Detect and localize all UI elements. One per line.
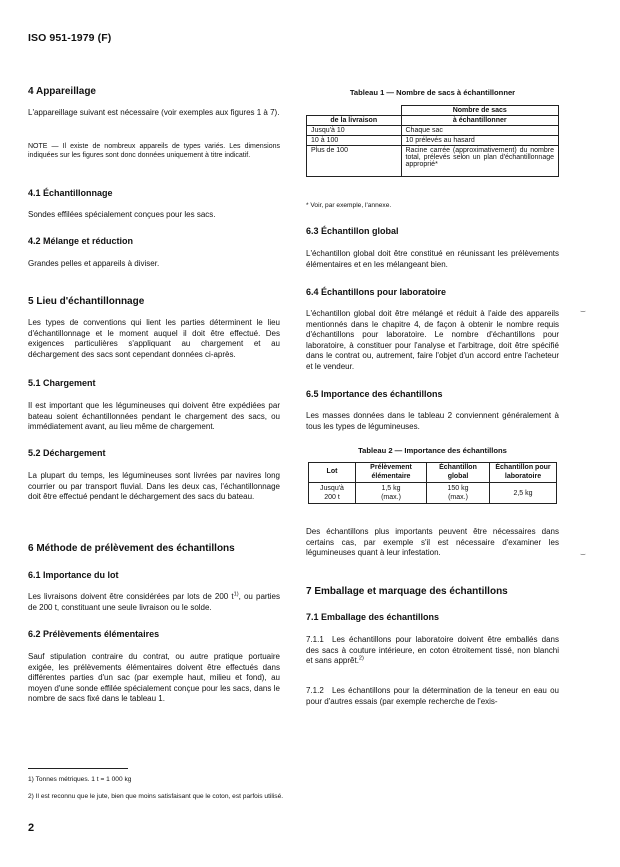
cell-line: Jusqu'à [320,485,344,493]
table-row [309,483,557,504]
paragraph: Les masses données dans le tableau 2 conviennent généralement à tous les types de légumineuses. [306,411,559,431]
section-6-5-title [306,389,559,400]
table-column-header: Échantillon global [427,463,490,483]
cell-line: 200 t [324,494,340,502]
table-cell: 10 à 100 [307,136,402,146]
section-title: 6.5 Importance des échantillons [306,389,443,399]
table-column-header: Échantillon pour laboratoire [490,463,557,483]
paragraph: L'appareillage suivant est nécessaire (voir exemples aux figures 1 à 7). [28,108,280,117]
clause-number: 7.1.2 [306,686,324,695]
table-blank-cell [307,106,402,116]
document-header: ISO 951-1979 (F) [28,32,112,44]
section-title: 4.2 Mélange et réduction [28,236,134,246]
section-title: 7.1 Emballage des échantillons [306,612,440,622]
table-1 [306,105,559,177]
section-6-title [28,543,280,555]
table-row [307,136,559,146]
table-cell: Chaque sac [401,126,559,136]
section-5-2-title [28,448,280,459]
cell-line: 150 kg [447,485,469,493]
table-cell [356,483,427,504]
section-title: 6.2 Prélèvements élémentaires [28,629,160,639]
section-4-body [28,108,280,119]
table-1-caption: Tableau 1 — Nombre de sacs à échantillonner [349,88,516,97]
table-cell [427,483,490,504]
footnote-1: 1) Tonnes métriques. 1 t = 1 000 kg [28,776,132,783]
paragraph: Des échantillons plus importants peuvent être nécessaires dans certains cas, par exemple s'il est nécessaire d'examiner les légumineuses quant à leur infestation. [306,527,559,558]
section-4-1-title [28,188,280,199]
section-4-2-body [28,259,280,270]
table-column-header: Prélèvement élémentaire [356,463,427,483]
footnote-ref: 1) [233,591,239,598]
section-6-2-title [28,629,280,640]
table-cell: 10 prélevés au hasard [401,136,559,146]
section-title: 5 Lieu d'échantillonnage [28,296,145,307]
cell-line: (max.) [381,494,401,502]
section-6-5-body [306,411,559,432]
section-4-2-title [28,236,280,247]
section-title: 5.2 Déchargement [28,448,106,458]
section-4-1-body [28,210,280,221]
section-6-3-title [306,226,559,237]
section-title: 7 Emballage et marquage des échantillons [306,586,508,597]
text-run: Les livraisons doivent être considérées par lots de 200 t [28,592,234,601]
clause-7-1-2 [306,686,559,707]
footnote-2: 2) Il est reconnu que le jute, bien que moins satisfaisant que le coton, est parfois utilisé. [28,793,284,800]
table-1-footnote: * Voir, par exemple, l'annexe. [306,202,392,209]
text-run: Les échantillons pour la détermination de la teneur en eau ou pour d'autres essais (par exemple recherche de l'exis- [306,686,559,706]
section-title: 6.1 Importance du lot [28,570,119,580]
paragraph: Sauf stipulation contraire du contrat, ou autre pratique portuaire exigée, les prélèvements élémentaires doivent être effectués dans différentes parties d'un sac (par exemple haut, milieu et fond), au moyen d'une sonde effilée spécialement conçue pour les sacs, dans le nombre de sacs fixé dans le tableau 1. [28,652,280,704]
paragraph: Il est important que les légumineuses qui doivent être expédiées par bateau soient échantillonnées pendant le chargement des sacs, ou immédiatement avant, au lieu même de chargement. [28,401,280,432]
paragraph: Grandes pelles et appareils à diviser. [28,259,160,268]
paragraph [306,686,559,707]
table-cell: Plus de 100 [307,146,402,177]
table-row [307,126,559,136]
section-6-1-title [28,570,280,581]
table-group-header: Nombre de sacs [401,106,559,116]
section-5-title [28,296,280,308]
table-column-header: à échantillonner [401,116,559,126]
paragraph: L'échantillon global doit être constitué en réunissant les prélèvements élémentaires et en les mélangeant bien. [306,249,559,269]
table-column-header: Lot [309,463,356,483]
section-4-title [28,86,280,98]
page-number: 2 [28,822,35,834]
section-6-4-title [306,287,559,298]
section-5-2-body [28,471,280,503]
footnote-ref: 2) [358,655,364,662]
section-title: 6 Méthode de prélèvement des échantillons [28,543,235,554]
text-run: Les échantillons pour laboratoire doivent être emballés dans des sacs à couture intérieure, en coton étroitement tissé, non blanchi et sans apprêt. [306,635,559,666]
footnote-rule [28,768,128,769]
table-column-header: de la livraison [307,116,402,126]
section-6-4-body [306,309,559,373]
paragraph: L'échantillon global doit être mélangé et réduit à l'aide des appareils mentionnés dans le chapitre 4, de façon à obtenir le nombre requis d'échantillons pour laboratoire. Le nombre d'échantillons pour laboratoire, à constituer pour l'analyse et l'arbitrage, doit être spécifié dans le contrat ou, autrement, faire l'objet d'un accord entre l'acheteur et le vendeur. [306,309,559,371]
cell-line: (max.) [448,494,468,502]
section-7-1-title [306,612,559,623]
paragraph [28,592,280,613]
table-2 [308,462,557,504]
section-6-3-body [306,249,559,270]
table-cell: Jusqu'à 10 [307,126,402,136]
section-title: 4 Appareillage [28,86,96,97]
note-text: NOTE — Il existe de nombreux appareils de types variés. Les dimensions indiquées sur les figures sont donc données uniquement à titre indicatif. [28,143,280,159]
section-title: 6.4 Échantillons pour laboratoire [306,287,447,297]
section-6-1-body [28,592,280,613]
paragraph [306,635,559,667]
table-cell [309,483,356,504]
section-7-title [306,586,559,598]
table-row [307,146,559,177]
margin-mark: ⌣ [580,306,586,316]
section-6-5-body-2 [306,527,559,559]
section-5-body [28,318,280,360]
clause-7-1-1 [306,635,559,667]
table-2-caption: Tableau 2 — Importance des échantillons [358,446,507,455]
paragraph: La plupart du temps, les légumineuses sont livrées par navires long courrier ou par transport fluvial. Dans les deux cas, l'échantillonnage doit être effectué pendant le déchargement des sacs du bateau. [28,471,280,502]
text-run: , ou parties de 200 t, constituant une seule livraison ou le solde. [28,592,281,612]
table-cell: 2,5 kg [490,483,557,504]
section-5-1-body [28,401,280,433]
cell-line: 1,5 kg [381,485,401,493]
table-cell: Racine carrée (approximativement) du nombre total, prélevés selon un plan d'échantillonnage approprié* [401,146,559,177]
section-4-note [28,142,280,160]
section-6-2-body [28,652,280,705]
paragraph: Sondes effilées spécialement conçues pour les sacs. [28,210,216,219]
clause-number: 7.1.1 [306,635,324,644]
section-5-1-title [28,378,280,389]
section-title: 6.3 Échantillon global [306,226,399,236]
margin-mark: ⌣ [580,549,586,559]
paragraph: Les types de conventions qui lient les parties déterminent le lieu d'échantillonnage et le moment auquel il doit être effectué. Des exigences particulières s'appliquant au chargement et au déchargement des sacs sont cependant données ci-après. [28,318,280,359]
section-title: 4.1 Échantillonnage [28,188,113,198]
section-title: 5.1 Chargement [28,378,96,388]
